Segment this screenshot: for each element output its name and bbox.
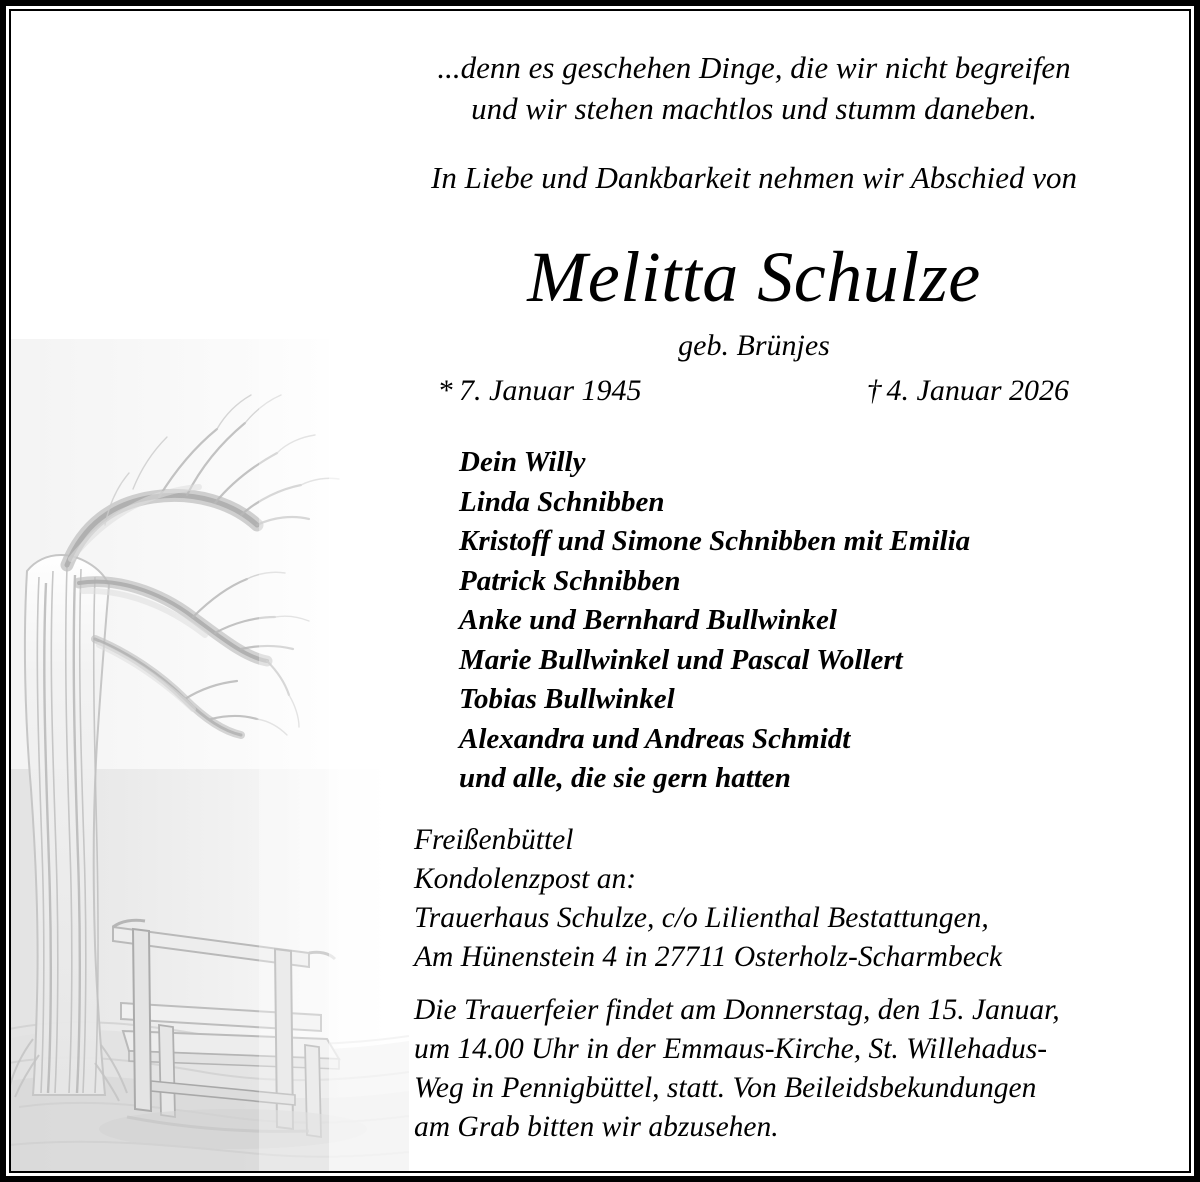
deceased-name: Melitta Schulze — [527, 237, 981, 317]
opening-verse — [389, 47, 1119, 129]
service-line: Weg in Pennigbüttel, statt. Von Beileidsbekundungen — [414, 1072, 1037, 1104]
address-line: Kondolenzpost an: — [414, 863, 637, 895]
mourner-line: Patrick Schnibben — [459, 564, 681, 597]
notice-canvas — [9, 9, 1191, 1173]
address-line: Trauerhaus Schulze, c/o Lilienthal Bestattungen, — [414, 902, 989, 934]
mourner-line: Marie Bullwinkel und Pascal Wollert — [459, 643, 903, 676]
asterisk-birth-icon: * — [439, 374, 454, 407]
funeral-service-info — [414, 991, 1154, 1147]
life-dates — [439, 371, 1069, 411]
condolence-address — [414, 821, 1154, 977]
service-line: am Grab bitten wir abzusehen. — [414, 1111, 779, 1143]
notice-text — [9, 9, 1191, 1173]
mourner-line: Kristoff und Simone Schnibben mit Emilia — [459, 525, 971, 557]
verse-line-2: und wir stehen machtlos und stumm daneben. — [471, 91, 1037, 126]
maiden-name: geb. Brünjes — [678, 329, 830, 362]
death-date-value: 4. Januar 2026 — [886, 374, 1069, 407]
address-line: Am Hünenstein 4 in 27711 Osterholz-Scharmbeck — [414, 941, 1002, 973]
mourner-line: Tobias Bullwinkel — [459, 683, 675, 715]
service-line: Die Trauerfeier findet am Donnerstag, den 15. Januar, — [414, 994, 1060, 1026]
mourners-list — [459, 443, 1119, 799]
mourner-line: und alle, die sie gern hatten — [459, 762, 791, 794]
mourner-line: Dein Willy — [459, 446, 586, 478]
mourner-line: Linda Schnibben — [459, 485, 665, 518]
birth-date-value: 7. Januar 1945 — [459, 374, 642, 407]
intro-line: In Liebe und Dankbarkeit nehmen wir Abschied von — [431, 160, 1077, 195]
mourner-line: Anke und Bernhard Bullwinkel — [459, 604, 837, 636]
mourner-line: Alexandra und Andreas Schmidt — [459, 722, 851, 755]
verse-line-1: ...denn es geschehen Dinge, die wir nicht begreifen — [437, 50, 1071, 85]
death-date — [867, 371, 1070, 411]
address-line: Freißenbüttel — [414, 824, 574, 856]
service-line: um 14.00 Uhr in der Emmaus-Kirche, St. Willehadus- — [414, 1033, 1048, 1065]
dagger-death-icon: † — [866, 374, 882, 407]
birth-date — [439, 371, 642, 411]
